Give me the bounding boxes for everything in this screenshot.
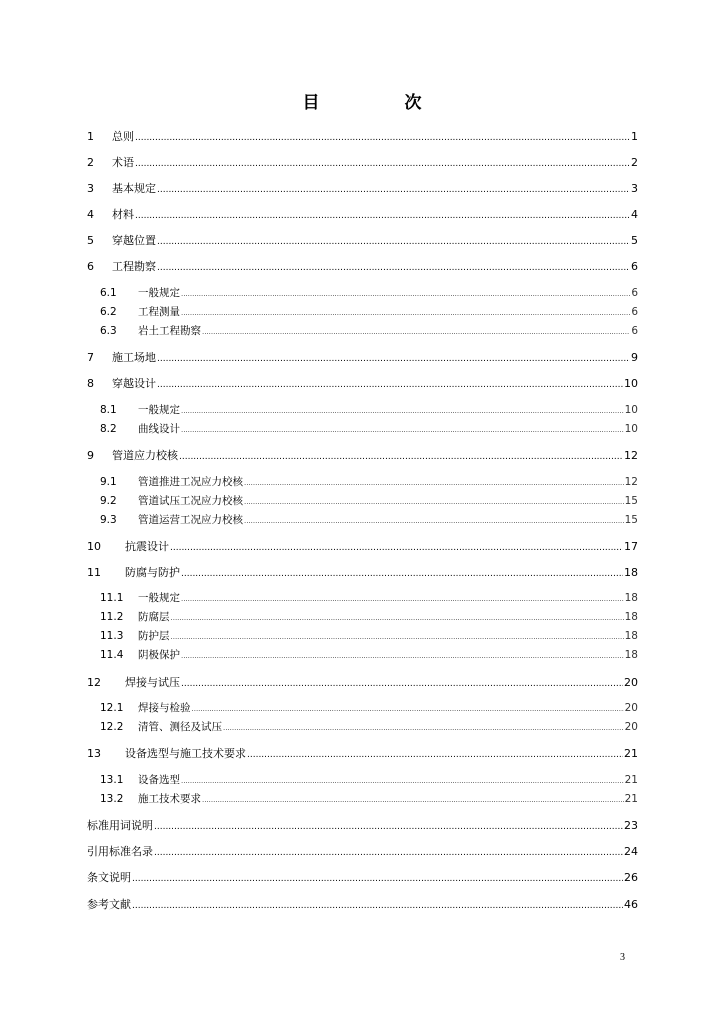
toc-entry-number: 5 (87, 234, 94, 247)
toc-entry-page: 20 (624, 721, 638, 733)
toc-entry[interactable] (87, 128, 638, 144)
toc-entry-title: 施工技术要求 (138, 793, 201, 805)
toc-entry-page: 12 (624, 476, 638, 488)
toc-entry-number: 6.3 (100, 325, 117, 337)
dot-leader (171, 633, 624, 641)
toc-entry-page: 21 (624, 774, 638, 786)
toc-entry-number: 9 (87, 449, 94, 462)
dot-leader (179, 452, 623, 462)
toc-entry-title: 管道试压工况应力校核 (138, 495, 243, 507)
toc-entry-page: 21 (624, 793, 638, 805)
toc-entry-title: 管道运营工况应力校核 (138, 514, 243, 526)
dot-leader (181, 679, 623, 689)
dot-leader (132, 874, 623, 884)
toc-entry-page: 21 (624, 747, 638, 760)
toc-entry-page: 20 (624, 676, 638, 689)
toc-subentry[interactable] (87, 304, 638, 320)
toc-entry-number: 13.1 (100, 774, 124, 786)
toc-subentry[interactable] (87, 323, 638, 339)
toc-subentry[interactable] (87, 493, 638, 509)
toc-subentry[interactable] (87, 421, 638, 437)
toc-entry-title: 岩土工程勘察 (138, 325, 201, 337)
toc-entry-page: 6 (631, 306, 638, 318)
dot-leader (157, 354, 630, 364)
toc-entry[interactable] (87, 258, 638, 274)
dot-leader (202, 328, 630, 336)
toc-entry-number: 11.1 (100, 592, 124, 604)
toc-entry-number: 10 (87, 540, 101, 553)
toc-entry-title: 设备选型与施工技术要求 (125, 747, 246, 760)
dot-leader (244, 479, 624, 487)
toc-entry-title: 防腐与防护 (125, 566, 180, 579)
toc-entry-number: 11.2 (100, 611, 124, 623)
toc-entry-page: 26 (624, 871, 638, 884)
toc-entry[interactable] (87, 154, 638, 170)
toc-entry-title: 施工场地 (112, 351, 156, 364)
toc-subentry[interactable] (87, 647, 638, 663)
toc-subentry[interactable] (87, 512, 638, 528)
dot-leader (181, 652, 624, 660)
toc-subentry[interactable] (87, 772, 638, 788)
toc-entry-page: 5 (631, 234, 638, 247)
toc-entry[interactable] (87, 232, 638, 248)
toc-entry-number: 6.1 (100, 287, 117, 299)
toc-entry-page: 17 (624, 540, 638, 553)
toc-entry-page: 12 (624, 449, 638, 462)
toc-subentry[interactable] (87, 700, 638, 716)
toc-entry-page: 18 (624, 611, 638, 623)
dot-leader (244, 498, 624, 506)
dot-leader (181, 569, 623, 579)
toc-entry-number: 8.2 (100, 423, 117, 435)
toc-entry-title: 基本规定 (112, 182, 156, 195)
toc-entry-title: 清管、测径及试压 (138, 721, 222, 733)
toc-entry-title: 抗震设计 (125, 540, 169, 553)
toc-entry-number: 4 (87, 208, 94, 221)
toc-entry-title: 防护层 (138, 630, 170, 642)
toc-entry[interactable] (87, 375, 638, 391)
toc-entry[interactable] (87, 869, 638, 885)
toc-entry-title: 焊接与试压 (125, 676, 180, 689)
toc-entry-page: 15 (624, 495, 638, 507)
toc-entry[interactable] (87, 447, 638, 463)
toc-subentry[interactable] (87, 402, 638, 418)
dot-leader (157, 237, 630, 247)
toc-entry-page: 9 (631, 351, 638, 364)
toc-entry-number: 13 (87, 747, 101, 760)
dot-leader (181, 426, 624, 434)
toc-entry-title: 防腐层 (138, 611, 170, 623)
dot-leader (181, 595, 624, 603)
toc-entry-title: 曲线设计 (138, 423, 180, 435)
toc-entry-title: 标准用词说明 (87, 819, 153, 832)
toc-entry-page: 10 (624, 377, 638, 390)
toc-entry-title: 阴极保护 (138, 649, 180, 661)
toc-entry-number: 11.3 (100, 630, 124, 642)
toc-entry-number: 12.1 (100, 702, 124, 714)
dot-leader (247, 750, 623, 760)
toc-entry[interactable] (87, 745, 638, 761)
toc-entry-page: 18 (624, 592, 638, 604)
toc-entry-number: 11 (87, 566, 101, 579)
dot-leader (157, 263, 630, 273)
dot-leader (170, 543, 623, 553)
toc-entry-page: 24 (624, 845, 638, 858)
toc-entry[interactable] (87, 843, 638, 859)
toc-subentry[interactable] (87, 609, 638, 625)
dot-leader (135, 133, 630, 143)
page-title: 目 次 (302, 93, 456, 113)
toc-entry[interactable] (87, 349, 638, 365)
toc-entry-title: 设备选型 (138, 774, 180, 786)
toc-entry-number: 11.4 (100, 649, 124, 661)
dot-leader (223, 724, 624, 732)
toc-entry-page: 4 (631, 208, 638, 221)
toc-entry-title: 参考文献 (87, 898, 131, 911)
toc-entry[interactable] (87, 180, 638, 196)
toc-subentry[interactable] (87, 285, 638, 301)
toc-entry-title: 一般规定 (138, 404, 180, 416)
toc-entry-title: 术语 (112, 156, 134, 169)
dot-leader (192, 705, 624, 713)
dot-leader (157, 380, 623, 390)
dot-leader (181, 309, 630, 317)
toc-entry-number: 6 (87, 260, 94, 273)
toc-entry-title: 工程勘察 (112, 260, 156, 273)
toc-entry-page: 6 (631, 260, 638, 273)
dot-leader (171, 614, 624, 622)
toc-entry-number: 3 (87, 182, 94, 195)
toc-subentry[interactable] (87, 590, 638, 606)
toc-entry-number: 1 (87, 130, 94, 143)
toc-entry-page: 46 (624, 898, 638, 911)
toc-entry-page: 18 (624, 630, 638, 642)
dot-leader (157, 185, 630, 195)
toc-entry-page: 10 (624, 423, 638, 435)
toc-entry-page: 6 (631, 287, 638, 299)
toc-entry-number: 12.2 (100, 721, 124, 733)
toc-entry-title: 条文说明 (87, 871, 131, 884)
toc-entry[interactable] (87, 206, 638, 222)
toc-subentry[interactable] (87, 474, 638, 490)
toc-entry-number: 13.2 (100, 793, 124, 805)
toc-entry-number: 12 (87, 676, 101, 689)
toc-entry-number: 8 (87, 377, 94, 390)
dot-leader (181, 777, 624, 785)
toc-entry[interactable] (87, 564, 638, 580)
toc-entry-number: 6.2 (100, 306, 117, 318)
toc-entry-title: 穿越设计 (112, 377, 156, 390)
toc-entry-page: 18 (624, 649, 638, 661)
dot-leader (135, 159, 630, 169)
toc-entry-page: 18 (624, 566, 638, 579)
toc-entry-title: 总则 (112, 130, 134, 143)
toc-entry-title: 焊接与检验 (138, 702, 191, 714)
dot-leader (181, 290, 630, 298)
toc-entry-page: 2 (631, 156, 638, 169)
toc-entry-title: 引用标准名录 (87, 845, 153, 858)
dot-leader (244, 517, 624, 525)
dot-leader (132, 901, 623, 911)
toc-entry-number: 7 (87, 351, 94, 364)
toc-entry-number: 9.1 (100, 476, 117, 488)
toc-entry-number: 9.2 (100, 495, 117, 507)
dot-leader (154, 848, 623, 858)
dot-leader (135, 211, 630, 221)
toc-entry-number: 2 (87, 156, 94, 169)
toc-entry-title: 穿越位置 (112, 234, 156, 247)
toc-subentry[interactable] (87, 628, 638, 644)
toc-entry-page: 20 (624, 702, 638, 714)
toc-entry-title: 管道推进工况应力校核 (138, 476, 243, 488)
dot-leader (202, 796, 624, 804)
toc-entry-page: 6 (631, 325, 638, 337)
page-number: 3 (620, 952, 625, 963)
toc-entry-page: 1 (631, 130, 638, 143)
toc-entry-page: 23 (624, 819, 638, 832)
toc-entry-page: 15 (624, 514, 638, 526)
dot-leader (154, 822, 623, 832)
toc-entry-title: 一般规定 (138, 592, 180, 604)
toc-entry-title: 管道应力校核 (112, 449, 178, 462)
toc-subentry[interactable] (87, 791, 638, 807)
toc-entry-title: 材料 (112, 208, 134, 221)
toc-entry-title: 工程测量 (138, 306, 180, 318)
toc-entry-page: 3 (631, 182, 638, 195)
toc-entry-page: 10 (624, 404, 638, 416)
toc-entry[interactable] (87, 538, 638, 554)
toc-entry[interactable] (87, 896, 638, 912)
toc-entry-number: 8.1 (100, 404, 117, 416)
toc-entry[interactable] (87, 674, 638, 690)
toc-entry-title: 一般规定 (138, 287, 180, 299)
toc-entry-number: 9.3 (100, 514, 117, 526)
toc-entry[interactable] (87, 817, 638, 833)
dot-leader (181, 407, 624, 415)
toc-subentry[interactable] (87, 719, 638, 735)
